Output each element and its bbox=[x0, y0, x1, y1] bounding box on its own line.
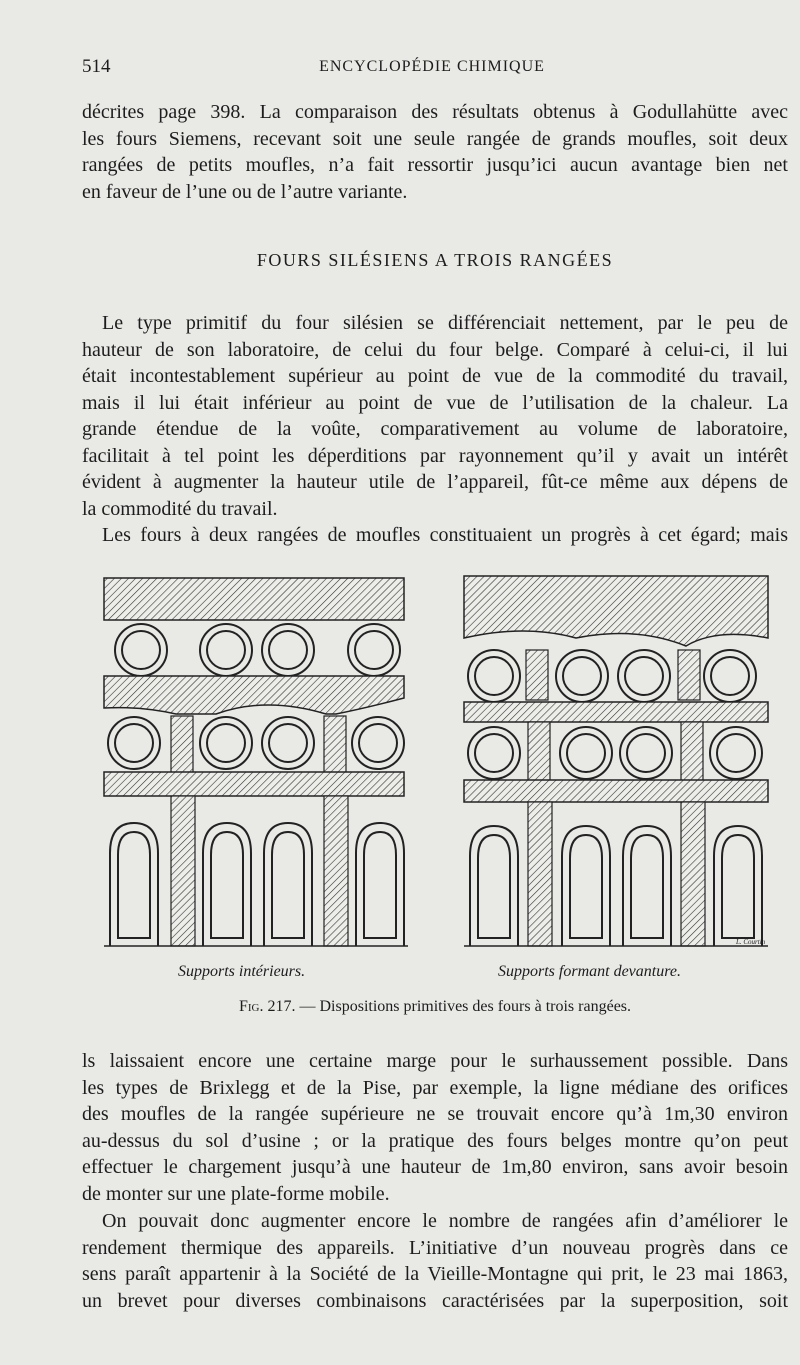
text-line: facilitait à tel point les déperditions par rayonnement qu’il y avait un intérêt bbox=[82, 444, 788, 467]
text-line: On pouvait donc augmenter encore le nombre de rangées afin d’améliorer le bbox=[102, 1210, 788, 1232]
text-line: Le type primitif du four silésien se différenciait nettement, par le peu de bbox=[102, 312, 788, 334]
paragraph-2 bbox=[82, 310, 788, 522]
paragraph-1 bbox=[82, 99, 788, 205]
paragraph-4 bbox=[82, 1048, 788, 1207]
page-header bbox=[82, 56, 782, 82]
text-line: rendement thermique des appareils. L’initiative d’un nouveau progrès dans ce bbox=[82, 1236, 788, 1259]
text-line: décrites page 398. La comparaison des résultats obtenus à Godullahütte avec bbox=[82, 101, 788, 123]
paragraph-3 bbox=[82, 522, 788, 549]
left-furnace-drawing bbox=[104, 578, 408, 946]
text-line: la commodité du travail. bbox=[82, 497, 278, 520]
text-line: évident à augmenter la hauteur utile de l’appareil, fût-ce même aux dépens de bbox=[82, 471, 788, 493]
right-figure-caption: Supports formant devanture. bbox=[498, 963, 681, 980]
text-line: Les fours à deux rangées de moufles constituaient un progrès à cet égard; mais bbox=[102, 524, 788, 546]
text-line: des moufles de la rangée supérieure ne se trouvait encore qu’à 1m,30 environ bbox=[82, 1103, 788, 1125]
text-line: les types de Brixlegg et de la Pise, par exemple, la ligne médiane des orifices bbox=[82, 1076, 788, 1099]
text-line: ls laissaient encore une certaine marge pour le surhaussement possible. Dans bbox=[82, 1050, 788, 1072]
text-line: effectuer le chargement jusqu’à une hauteur de 1m,80 environ, sans avoir besoin bbox=[82, 1156, 788, 1178]
text-line: rangées de petits moufles, n’a fait ressortir jusqu’ici aucun avantage bien net bbox=[82, 154, 788, 176]
figure-label: Fig. 217. bbox=[238, 998, 296, 1015]
figure-caption bbox=[82, 998, 788, 1016]
text-line: grande étendue de la voûte, comparativement au volume de laboratoire, bbox=[82, 418, 788, 440]
figure-217-diagram bbox=[96, 568, 786, 958]
text-line: au-dessus du sol d’usine ; or la pratique des fours belges montre qu’on peut bbox=[82, 1129, 788, 1152]
left-figure-caption: Supports intérieurs. bbox=[178, 963, 306, 980]
text-line: les fours Siemens, recevant soit une seule rangée de grands moufles, soit deux bbox=[82, 127, 788, 150]
text-line: sens paraît appartenir à la Société de la Vieille-Montagne qui prit, le 23 mai 1863, bbox=[82, 1263, 788, 1285]
artist-signature: L. Courtin bbox=[736, 938, 766, 946]
text-line: en faveur de l’une ou de l’autre variante. bbox=[82, 180, 408, 203]
paragraph-5 bbox=[82, 1208, 788, 1314]
section-title: FOURS SILÉSIENS A TROIS RANGÉES bbox=[256, 250, 614, 270]
page-number: 514 bbox=[82, 56, 111, 77]
text-line: mais il lui était inférieur au point de vue de l’utilisation de la chaleur. La bbox=[82, 391, 788, 414]
figure-title: — Dispositions primitives des fours à trois rangées. bbox=[295, 998, 632, 1015]
text-line: était incontestablement supérieur au point de vue de la commodité du travail, bbox=[82, 365, 788, 387]
text-line: un brevet pour diverses combinaisons caractérisées par la superposition, soit bbox=[82, 1289, 788, 1312]
running-title: ENCYCLOPÉDIE CHIMIQUE bbox=[319, 58, 545, 75]
right-furnace-drawing bbox=[464, 576, 768, 946]
text-line: hauteur de son laboratoire, de celui du four belge. Comparé à celui-ci, il lui bbox=[82, 338, 788, 361]
text-line: de monter sur une plate-forme mobile. bbox=[82, 1182, 390, 1205]
